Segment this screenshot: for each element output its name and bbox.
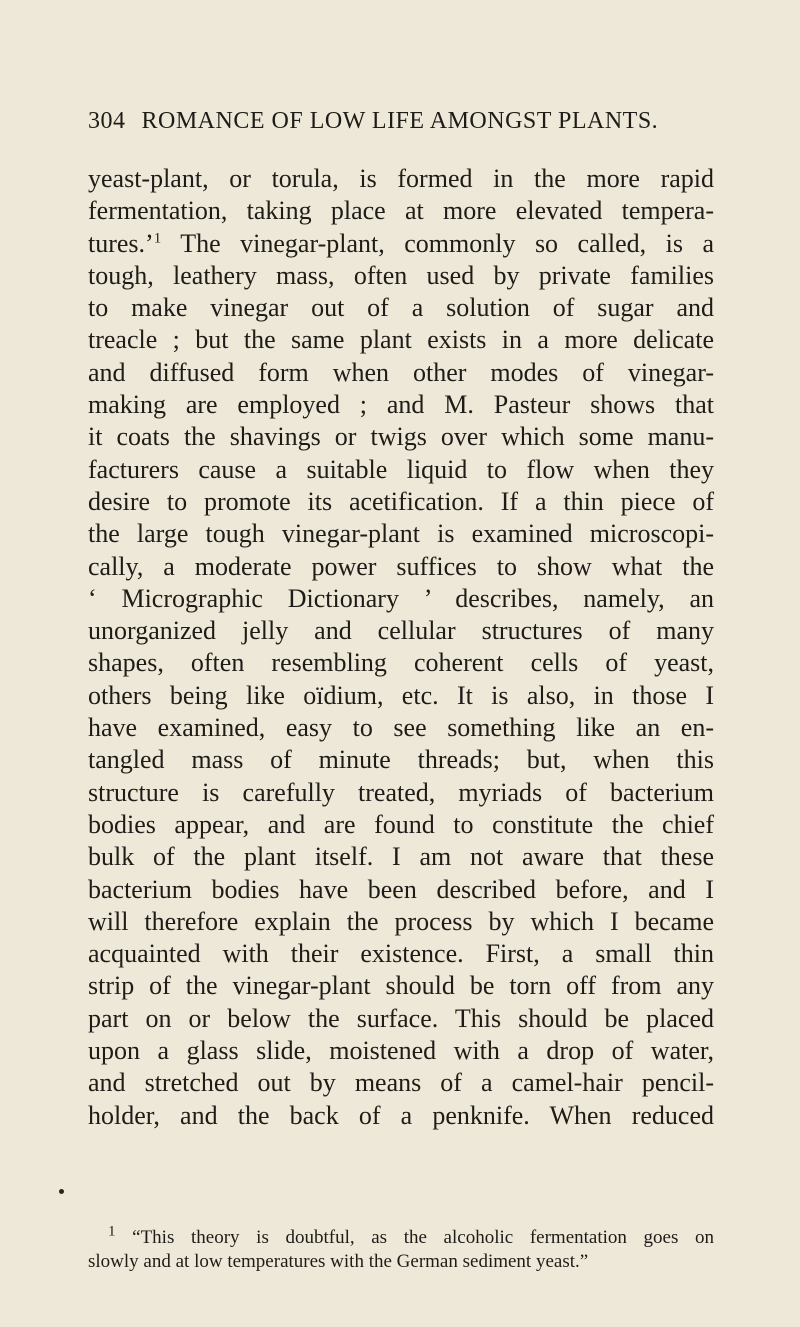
text-line: bodies appear, and are found to constitute the chief bbox=[88, 809, 714, 839]
text-line: treacle ; but the same plant exists in a more delicate bbox=[88, 325, 714, 355]
text-line: structure is carefully treated, myriads of bacterium bbox=[88, 777, 714, 807]
running-header bbox=[88, 108, 708, 135]
text-line: holder, and the back of a penknife. When reduced bbox=[88, 1100, 714, 1130]
running-title: ROMANCE OF LOW LIFE AMONGST PLANTS. bbox=[141, 108, 659, 134]
text-line: shapes, often resembling coherent cells of yeast, bbox=[88, 648, 714, 678]
text-line: tough, leathery mass, often used by private families bbox=[88, 260, 714, 290]
text-fragment: The vinegar-plant, commonly so called, is a bbox=[180, 228, 714, 258]
text-line: yeast-plant, or torula, is formed in the more rapid bbox=[88, 164, 714, 193]
text-line: strip of the vinegar-plant should be torn off from any bbox=[88, 971, 714, 1001]
text-line: desire to promote its acetification. If a thin piece of bbox=[88, 486, 714, 516]
text-line: to make vinegar out of a solution of sugar and bbox=[88, 293, 714, 323]
footnote-line bbox=[88, 1223, 714, 1250]
text-line: unorganized jelly and cellular structures of many bbox=[88, 616, 714, 646]
footnote-reference: 1 bbox=[153, 229, 162, 246]
footnote bbox=[88, 1223, 714, 1274]
text-line: will therefore explain the process by which I became bbox=[88, 906, 714, 936]
body-text bbox=[88, 163, 714, 1132]
footnote-marker: 1 bbox=[108, 1223, 116, 1240]
text-line: ‘ Micrographic Dictionary ’ describes, namely, an bbox=[88, 583, 714, 613]
footnote-line: slowly and at low temperatures with the German sediment yeast.” bbox=[88, 1251, 589, 1272]
footnote-text: “This theory is doubtful, as the alcoholic fermentation goes on bbox=[132, 1227, 714, 1248]
text-line bbox=[88, 228, 714, 260]
text-line: it coats the shavings or twigs over which some manu- bbox=[88, 422, 714, 452]
text-line: and stretched out by means of a camel-hair pencil- bbox=[88, 1068, 714, 1098]
text-fragment: tures.’ bbox=[88, 228, 154, 258]
text-line: facturers cause a suitable liquid to flow when they bbox=[88, 454, 714, 484]
text-line: cally, a moderate power suffices to show what the bbox=[88, 551, 714, 581]
text-line: making are employed ; and M. Pasteur shows that bbox=[88, 390, 714, 420]
page-number: 304 bbox=[88, 108, 126, 134]
text-line: acquainted with their existence. First, a small thin bbox=[88, 939, 714, 969]
text-line: bulk of the plant itself. I am not aware that these bbox=[88, 842, 714, 872]
text-line: fermentation, taking place at more elevated tempera- bbox=[88, 196, 714, 226]
text-line: upon a glass slide, moistened with a drop of water, bbox=[88, 1036, 714, 1066]
text-line: have examined, easy to see something like an en- bbox=[88, 713, 714, 743]
text-line: bacterium bodies have been described before, and I bbox=[88, 874, 714, 904]
text-line: and diffused form when other modes of vinegar- bbox=[88, 357, 714, 387]
text-line: others being like oïdium, etc. It is also, in those I bbox=[88, 680, 714, 710]
text-line: the large tough vinegar-plant is examined microscopi- bbox=[88, 519, 714, 549]
margin-mark bbox=[59, 1189, 64, 1194]
text-line: part on or below the surface. This should be placed bbox=[88, 1003, 714, 1033]
text-line: tangled mass of minute threads; but, when this bbox=[88, 745, 714, 775]
